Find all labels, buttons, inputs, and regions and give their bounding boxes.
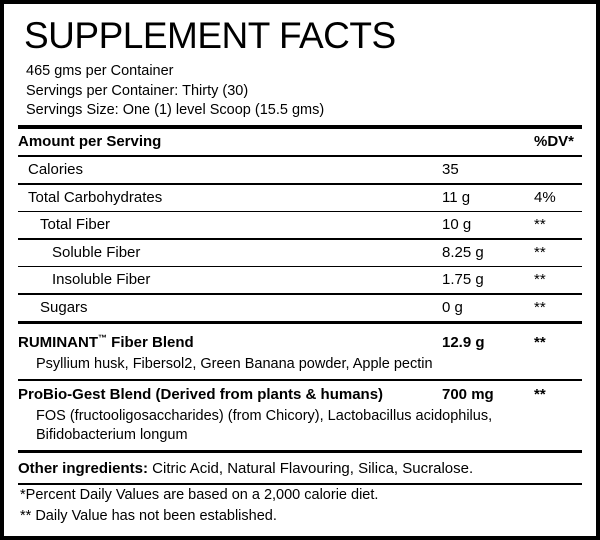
blend-row-ruminant — [18, 324, 582, 353]
row-dv: 4% — [534, 188, 556, 206]
amount-per-serving-label: Amount per Serving — [18, 132, 162, 150]
blend-row-probiogest — [18, 381, 582, 405]
blend-amount: 700 mg — [442, 386, 494, 404]
blend-name — [18, 329, 194, 352]
row-dv: ** — [534, 216, 546, 234]
row-label: Calories — [28, 161, 84, 179]
dv-header-label: %DV* — [534, 132, 575, 150]
container-weight: 465 gms per Container — [26, 63, 174, 79]
row-amount: 1.75 g — [442, 271, 484, 289]
row-amount: 10 g — [442, 216, 472, 234]
table-row — [18, 185, 582, 211]
row-dv: ** — [534, 243, 546, 261]
row-label: Total Fiber — [40, 216, 111, 234]
row-amount: 8.25 g — [442, 243, 484, 261]
footnote-percent-dv: *Percent Daily Values are based on a 2,000 calorie diet. — [20, 487, 379, 504]
blend-dv: ** — [534, 386, 546, 404]
row-amount: 11 g — [442, 188, 471, 206]
blend-description: Psyllium husk, Fibersol2, Green Banana powder, Apple pectin — [36, 355, 433, 372]
row-label: Insoluble Fiber — [52, 271, 151, 289]
row-dv: ** — [534, 271, 546, 289]
footnote-daily-value: ** Daily Value has not been established. — [20, 508, 277, 525]
trademark-icon: ™ — [98, 332, 107, 343]
blend-amount: 12.9 g — [442, 333, 485, 351]
row-label: Sugars — [40, 299, 88, 317]
other-ingredients — [18, 453, 582, 483]
blend-name-suffix: Fiber Blend — [107, 333, 194, 351]
table-row — [18, 240, 582, 266]
blend-dv: ** — [534, 333, 546, 351]
table-row — [18, 212, 582, 238]
other-ingredients-value: Citric Acid, Natural Flavouring, Silica, Sucralose. — [148, 459, 474, 477]
row-amount: 35 — [442, 161, 459, 179]
serving-meta — [26, 62, 582, 121]
servings-per-container: Servings per Container: Thirty (30) — [26, 82, 249, 99]
row-label: Soluble Fiber — [52, 243, 141, 261]
serving-size: Servings Size: One (1) level Scoop (15.5 gms) — [26, 102, 325, 118]
table-row — [18, 157, 582, 183]
table-row — [18, 267, 582, 293]
row-amount: 0 g — [442, 299, 463, 317]
row-label: Total Carbohydrates — [28, 188, 163, 206]
row-dv: ** — [534, 299, 546, 317]
panel-inner — [4, 4, 596, 527]
blend-description: FOS (fructooligosaccharides) (from Chicory), Lactobacillus acidophilus, Bifidobacterium longum — [36, 408, 493, 444]
blend-name: ProBio-Gest Blend (Derived from plants & humans) — [18, 386, 384, 404]
blend-name-prefix: RUMINANT — [18, 333, 98, 351]
table-header-row — [18, 129, 582, 155]
table-row — [18, 295, 582, 321]
page-title: SUPPLEMENT FACTS — [24, 15, 396, 56]
other-ingredients-label: Other ingredients: — [18, 459, 149, 477]
